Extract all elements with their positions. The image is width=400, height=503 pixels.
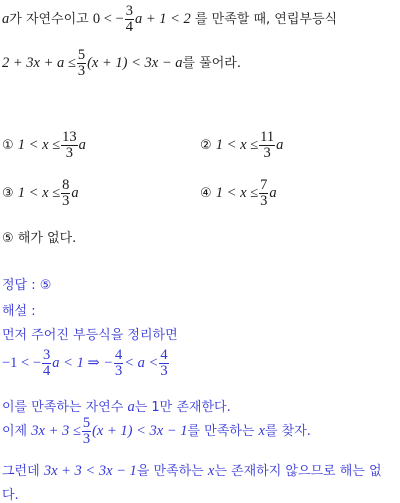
explanation-line-3 (2, 396, 231, 416)
choice-3[interactable] (2, 178, 79, 209)
line3-post: 는 1만 존재한다. (134, 400, 231, 415)
choice-lead: 1 < x ≤ (215, 137, 259, 153)
line3-var: a (127, 399, 135, 415)
step-mid-2: < a < (124, 355, 159, 371)
explanation-label: 해설 : (2, 304, 36, 319)
step-lead: −1 < − (2, 355, 42, 371)
problem-text-3: 를 풀어라. (182, 56, 241, 71)
choice-lead: 1 < x ≤ (17, 137, 61, 153)
system-lead: 2 + 3x + a ≤ (2, 55, 76, 71)
fraction-num: 11 (260, 129, 275, 145)
fraction-den: 4 (43, 363, 51, 379)
choice-fraction (61, 178, 70, 209)
line5-pre: 그런데 (2, 464, 40, 479)
line4-eq-tail: (x + 1) < 3x − 1 (92, 423, 188, 439)
line5-var: x (207, 463, 215, 479)
fraction-den: 3 (77, 63, 86, 79)
explanation-line-1: 먼저 주어진 부등식을 정리하면 (2, 328, 178, 343)
problem-text-2: 를 만족할 때, 연립부등식 (194, 12, 338, 27)
fraction-num: 4 (115, 347, 123, 363)
explanation-line-4 (2, 416, 311, 447)
explanation-step (2, 348, 170, 379)
choice-text: 해가 없다. (17, 231, 77, 246)
choice-lead: 1 < x ≤ (17, 185, 61, 201)
choice-lead: 1 < x ≤ (215, 185, 259, 201)
choice-mark: ② (200, 138, 212, 153)
problem-line-2 (2, 48, 241, 79)
problem-text-1: 가 자연수이고 (9, 12, 89, 27)
line3-pre: 이를 만족하는 자연수 (2, 400, 124, 415)
choice-mark: ⑤ (2, 231, 14, 246)
choice-fraction (259, 130, 275, 161)
fraction-5-3 (77, 48, 86, 79)
fraction-den: 3 (62, 193, 70, 209)
choice-4[interactable] (200, 178, 277, 209)
fraction-num: 4 (160, 347, 168, 363)
choice-fraction (61, 130, 78, 161)
explanation-line-5 (2, 460, 382, 480)
fraction-den: 3 (260, 193, 268, 209)
line4-pre: 이제 (2, 424, 28, 439)
fraction-den: 3 (115, 363, 123, 379)
choice-5[interactable] (2, 227, 76, 246)
line4-mid: 를 만족하는 (187, 424, 255, 439)
step-fraction-2 (114, 348, 123, 379)
fraction-den: 3 (160, 363, 168, 379)
fraction-num: 7 (260, 177, 268, 193)
line4-eq-lead: 3x + 3 ≤ (31, 423, 81, 439)
step-mid: a < 1 ⇒ − (52, 355, 114, 371)
choice-var: a (276, 137, 284, 153)
step-fraction-3 (159, 348, 168, 379)
choice-2[interactable] (200, 130, 283, 161)
explanation-line-6: 다. (2, 488, 19, 503)
choice-mark: ④ (200, 186, 212, 201)
choice-var: a (78, 137, 86, 153)
ineq-lead: 0 < − (92, 11, 124, 27)
line5-post: 는 존재하지 않으므로 해는 없 (214, 464, 382, 479)
fraction-num: 5 (77, 47, 86, 63)
choice-fraction (259, 178, 268, 209)
choice-var: a (71, 185, 79, 201)
problem-line-1 (2, 4, 337, 35)
line5-mid: 을 만족하는 (136, 464, 204, 479)
fraction-den: 3 (82, 431, 91, 447)
fraction-num: 3 (125, 3, 133, 19)
system-tail: (x + 1) < 3x − a (87, 55, 183, 71)
choice-var: a (269, 185, 277, 201)
line4-post: 를 찾자. (264, 424, 311, 439)
choice-mark: ① (2, 138, 14, 153)
answer-label: 정답 : ⑤ (2, 278, 52, 293)
choice-mark: ③ (2, 186, 14, 201)
choice-1[interactable] (2, 130, 86, 161)
line5-eq: 3x + 3 < 3x − 1 (43, 463, 137, 479)
ineq-tail: a + 1 < 2 (134, 11, 191, 27)
fraction-den: 3 (65, 145, 73, 161)
var-a: a (2, 11, 10, 27)
line4-fraction (82, 416, 91, 447)
fraction-num: 13 (62, 129, 77, 145)
fraction-num: 8 (62, 177, 70, 193)
step-fraction-1 (42, 348, 51, 379)
fraction-den: 3 (263, 145, 271, 161)
line4-var: x (258, 423, 265, 439)
fraction-num: 5 (82, 415, 91, 431)
fraction-den: 4 (125, 19, 133, 35)
fraction-3-4 (125, 4, 134, 35)
fraction-num: 3 (43, 347, 51, 363)
